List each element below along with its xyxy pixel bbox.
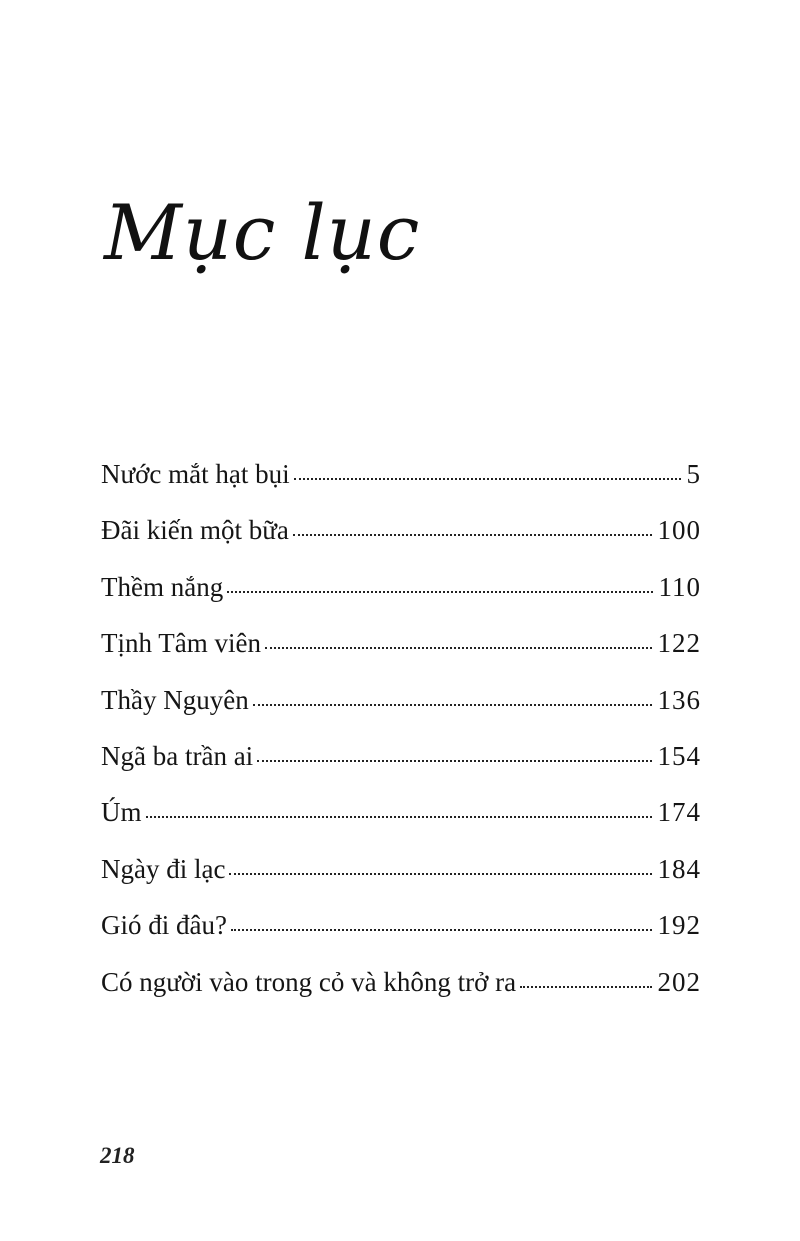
toc-entry-page: 192: [657, 910, 701, 941]
page-title: Mục lục: [104, 188, 421, 277]
toc-entry: [101, 672, 701, 728]
dot-leader: [265, 647, 652, 649]
dot-leader: [227, 591, 652, 593]
toc-entry-title: Đãi kiến một bữa: [101, 515, 289, 546]
toc-entry: [101, 728, 701, 784]
dot-leader: [293, 534, 652, 536]
toc-entry: [101, 897, 701, 953]
page-number: 218: [100, 1143, 135, 1168]
toc-entry-title: Tịnh Tâm viên: [101, 628, 261, 659]
toc-entry-title: Thềm nắng: [101, 571, 224, 602]
toc-entry: [101, 784, 701, 840]
toc-entry: [101, 954, 701, 1010]
toc-entry-title: Ngã ba trần ai: [101, 740, 254, 771]
dot-leader: [520, 986, 651, 988]
toc-entry-page: 174: [657, 797, 701, 828]
dot-leader: [229, 873, 651, 875]
toc-entry: [101, 841, 701, 897]
dot-leader: [146, 816, 652, 818]
toc-entry: [101, 446, 701, 502]
toc-entry-title: Có người vào trong cỏ và không trở ra: [101, 966, 517, 997]
toc-entry-page: 5: [686, 459, 701, 489]
toc-entry-page: 100: [657, 515, 701, 546]
toc-entry-title: Úm: [101, 797, 142, 828]
toc-entry-page: 122: [657, 628, 701, 659]
dot-leader: [257, 760, 651, 762]
toc-entry-page: 136: [657, 684, 701, 715]
dot-leader: [253, 704, 652, 706]
toc-entry: [101, 502, 701, 558]
toc-entry-page: 202: [657, 966, 701, 997]
toc-entry-page: 110: [658, 571, 701, 602]
toc-entry-title: Thầy Nguyên: [101, 684, 249, 715]
dot-leader: [294, 478, 681, 480]
toc-entry: [101, 615, 701, 671]
table-of-contents: [101, 446, 701, 1010]
toc-entry-title: Nước mắt hạt bụi: [101, 459, 290, 489]
toc-entry-title: Ngày đi lạc: [101, 853, 226, 884]
toc-entry-title: Gió đi đâu?: [101, 910, 227, 941]
toc-entry: [101, 559, 701, 615]
toc-entry-page: 154: [657, 740, 701, 771]
dot-leader: [231, 929, 652, 931]
toc-entry-page: 184: [657, 853, 701, 884]
